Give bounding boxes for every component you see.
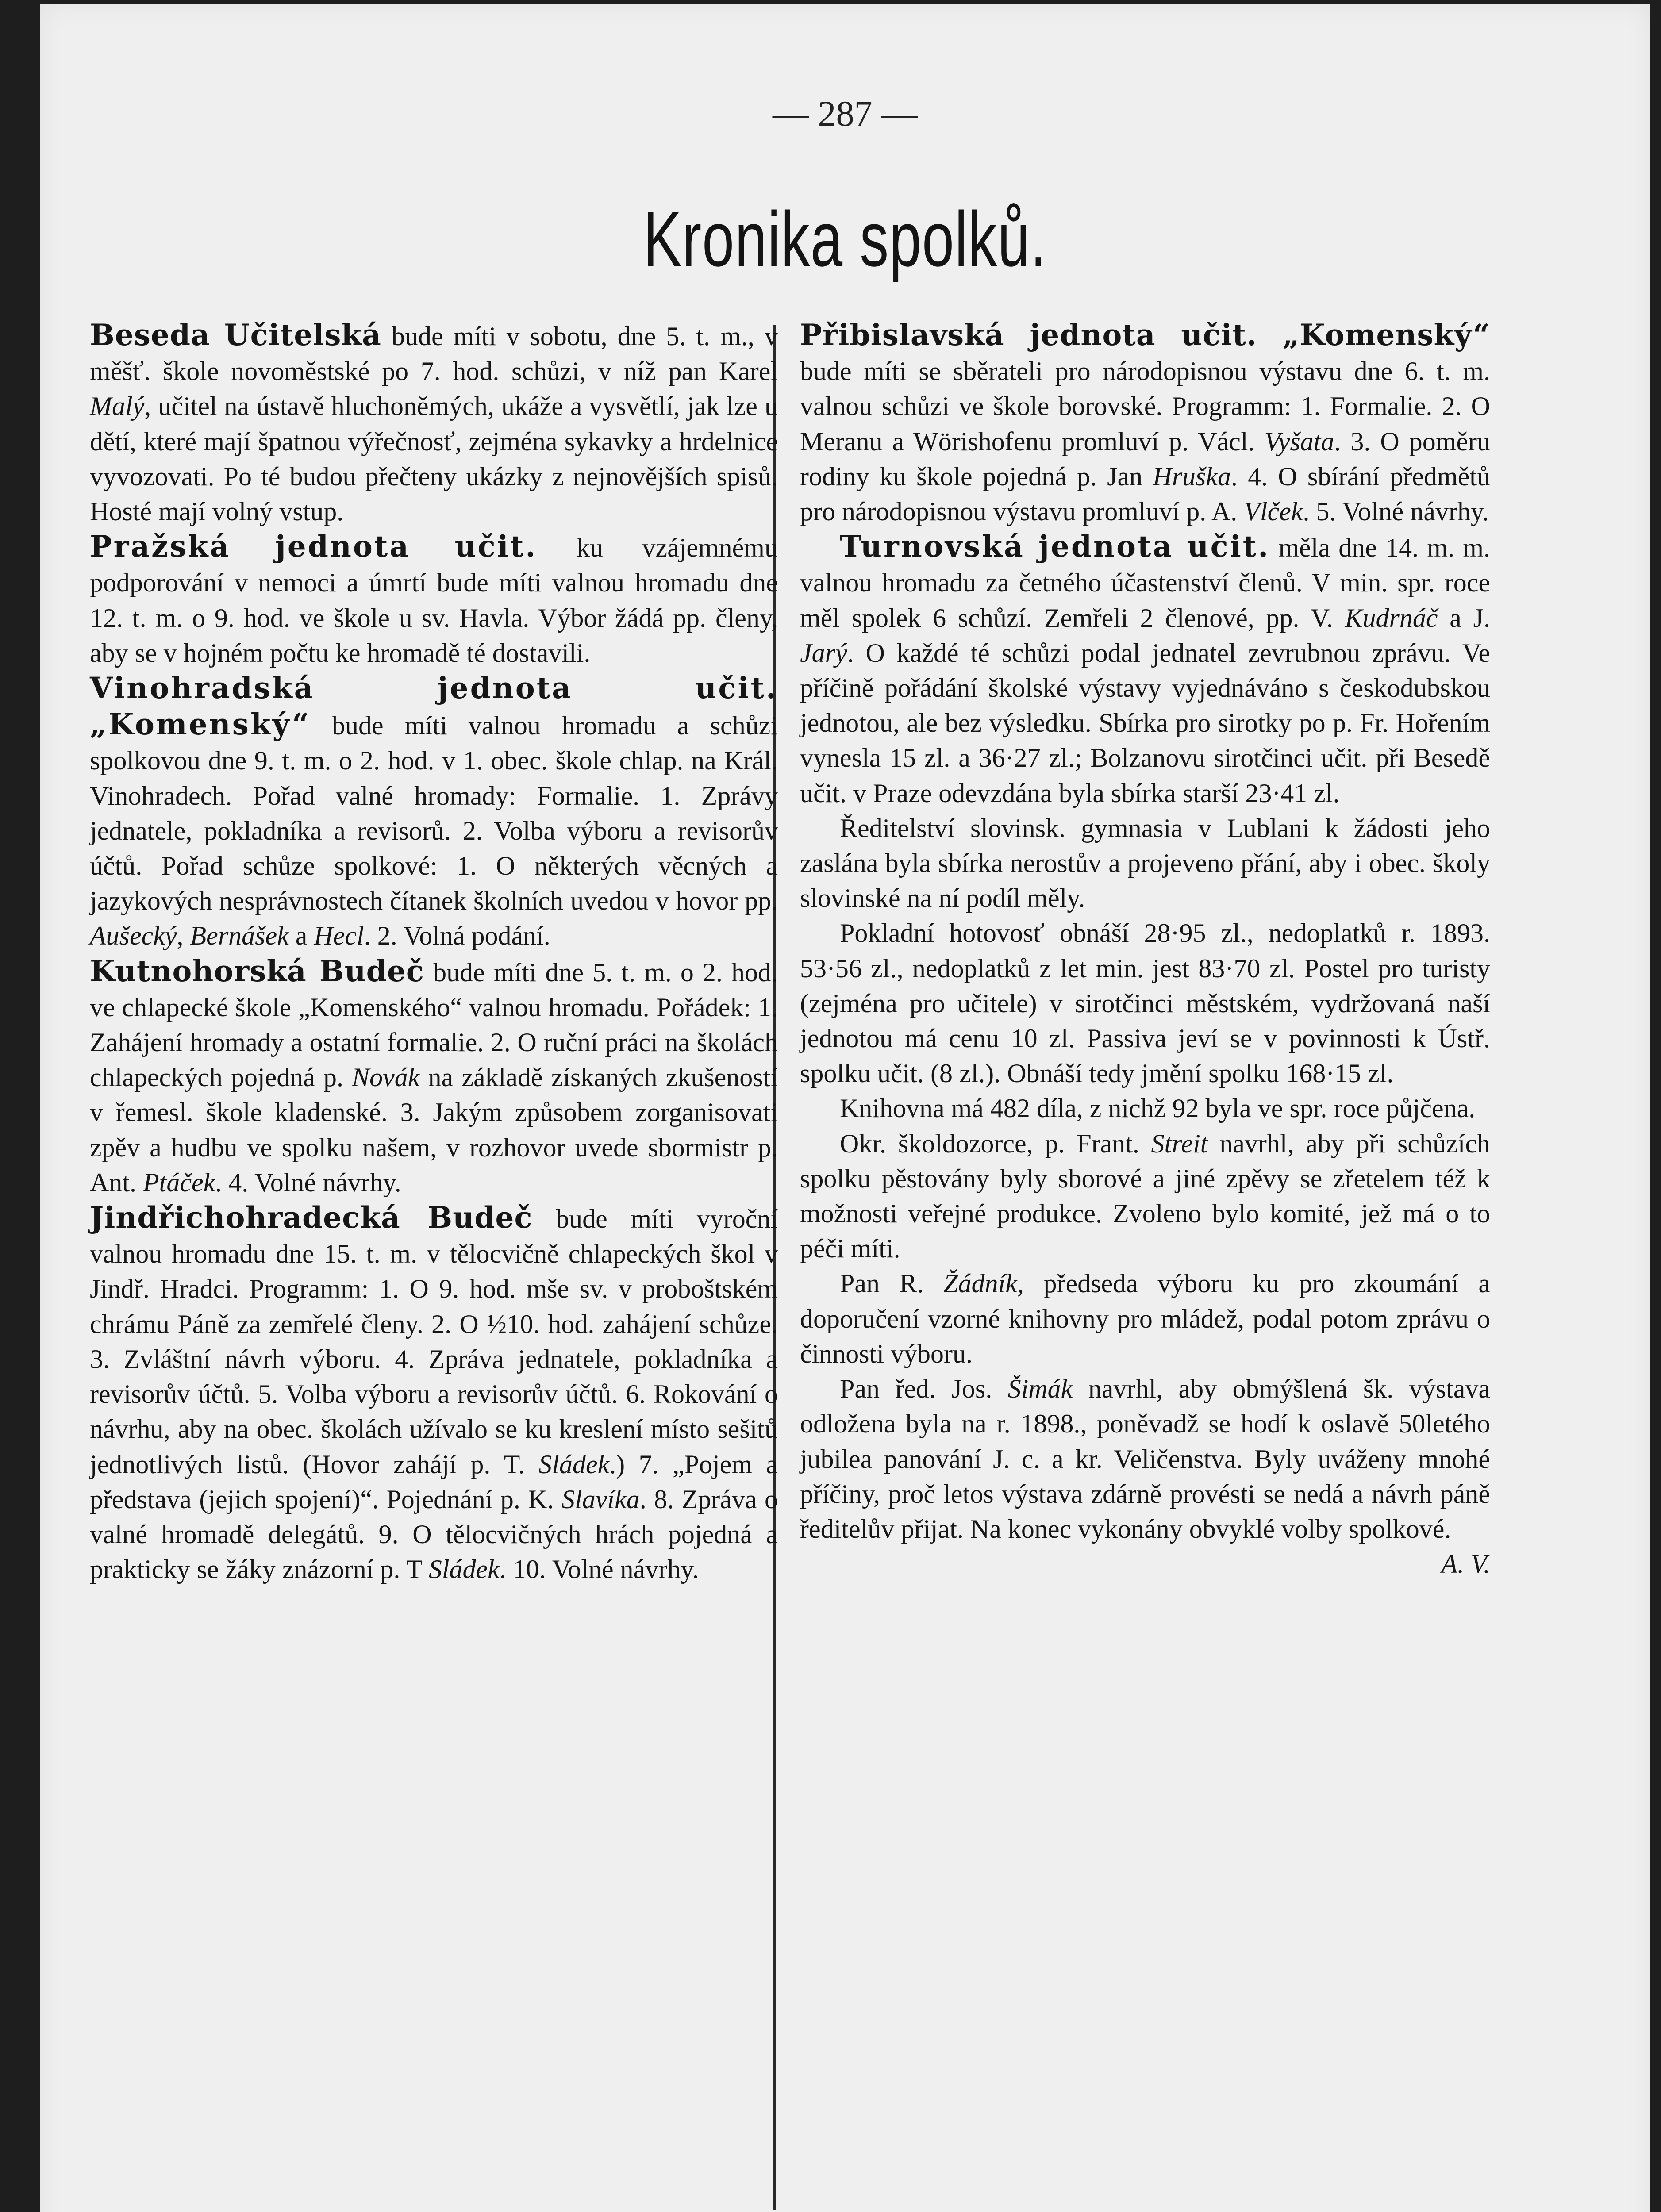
entry-text: ku vzájemnému podporování v nemoci a úmrtí bude míti valnou hromadu dne 12. t. m. o 9. hod. ve škole u sv. Havla. Výbor žádá pp. členy, aby se v hojném počtu ke hromadě té dostavili.: [90, 533, 778, 668]
entry-text: Okr. školdozorce, p. Frant.: [840, 1129, 1151, 1158]
person-name: Bernášek: [190, 921, 289, 951]
entry-kutnohorska: [90, 954, 778, 1200]
paragraph-knihovna: Knihovna má 482 díla, z nichž 92 byla ve spr. roce půjčena.: [840, 1094, 1476, 1123]
person-name: Malý: [90, 392, 145, 421]
paragraph-zadnik: [800, 1266, 1490, 1371]
person-name: Ptáček: [143, 1167, 215, 1197]
paragraph-simak: [800, 1371, 1490, 1582]
entry-heading: Pražská jednota učit.: [90, 529, 538, 564]
entry-text: bude míti dne 5. t. m. o 2. hod. ve chlapecké škole „Komenského“ valnou hromadu. Pořádek: 1. Zahájení hromady a ostatní formalie. 2. O ruční práci na školách chlapeckých pojedná p.: [90, 957, 778, 1092]
person-name: Sládek: [428, 1555, 500, 1584]
left-column: [90, 318, 778, 1587]
entry-text: a J.: [1438, 603, 1490, 633]
entry-text: na základě získaných zkušeností v řemesl. škole kladenské. 3. Jakým způsobem zorganisovati zpěv a hudbu ve spolku našem, v rozhovor uvede sbormistr p. Ant.: [90, 1063, 778, 1197]
paragraph-reditelstvi: Ředitelství slovinsk. gymnasia v Lublani k žádosti jeho zaslána byla sbírka nerostův a projeveno přání, aby i obec. školy slovinské na ní podíl měly.: [800, 813, 1490, 913]
signature-line: [800, 1547, 1490, 1582]
person-name: Aušecký: [90, 921, 177, 951]
person-name: Slavíka: [561, 1484, 640, 1514]
person-name: Vlček: [1244, 497, 1303, 526]
entry-jindrichohradecka: [90, 1200, 778, 1587]
entry-text: navrhl, aby při schůzích spolku pěstovány byly sborové a jiné zpěvy se zřetelem též k možnosti veřejné produkce. Zvoleno bylo komité, jež má o to péči míti.: [800, 1129, 1490, 1263]
entry-heading: Jindřichohradecká Budeč: [90, 1200, 533, 1235]
paragraph-pokladni: Pokladní hotovosť obnáší 28·95 zl., nedoplatků r. 1893. 53·56 zl., nedoplatků z let min. jest 83·70 zl. Postel pro turisty (zejména pro učitele) v sirotčinci městském, vydržovaná naší jednotou má cenu 10 zl. Passiva jeví se v povinnosti k Ústř. spolku učit. (8 zl.). Obnáší tedy jmění spolku 168·15 zl.: [800, 918, 1490, 1088]
entry-text: , učitel na ústavě hluchoněmých, ukáže a vysvětlí, jak lze u dětí, které mají špatnou výřečnosť, zejména sykavky a hrdelnice vyvozovati. Po té budou přečteny ukázky z nejnovějších spisů. Hosté mají volný vstup.: [90, 392, 778, 526]
entry-turnovska: [800, 529, 1490, 811]
entry-text: .) 7. „Pojem a představa (jejich spojení)“. Pojednání p. K.: [90, 1449, 778, 1514]
entry-heading: Turnovská jednota učit.: [840, 529, 1270, 564]
entry-beseda: [90, 318, 778, 529]
entry-text: bude míti v sobotu, dne 5. t. m., v měšť. škole novoměstské po 7. hod. schůzi, v níž pan Karel: [90, 322, 778, 386]
entry-text: . 4. O sbírání předmětů pro národopisnou výstavu promluví p. A.: [800, 461, 1491, 526]
person-name: Jarý: [800, 638, 847, 668]
document-page: [40, 4, 1650, 2212]
page-title: Kronika spolků.: [643, 196, 1047, 283]
entry-text: . 2. Volná podání.: [364, 921, 550, 951]
entry-vinohradska: [90, 671, 778, 954]
person-name: Hruška: [1153, 461, 1231, 491]
person-name: Kudrnáč: [1345, 603, 1438, 633]
entry-text: . 3. O poměru rodiny ku škole pojedná p. Jan: [800, 426, 1490, 491]
person-name: Hecl: [314, 921, 364, 951]
page-number: — 287 —: [773, 93, 918, 134]
entry-heading: Vinohradská jednota učit. „Komenský“: [90, 671, 778, 742]
entry-text: bude míti valnou hromadu a schůzi spolkovou dne 9. t. m. o 2. hod. v 1. obec. škole chlap. na Král. Vinohradech. Pořad valné hromady: Formalie. 1. Zprávy jednatele, pokladníka a revisorů. 2. Volba výboru a revisorův účtů. Pořad schůze spolkové: 1. O některých věcných a jazykových nesprávnostech čítanek školních uvedou v hovor pp.: [90, 711, 778, 916]
person-name: Sládek: [538, 1449, 610, 1479]
entry-text: . 4. Volné návrhy.: [215, 1167, 401, 1197]
person-name: Streit: [1151, 1129, 1208, 1158]
paragraph-okr: [800, 1126, 1490, 1267]
person-name: Žádník: [943, 1269, 1017, 1298]
entry-heading: Kutnohorská Budeč: [90, 953, 424, 988]
entry-text: bude míti se sběrateli pro národopisnou výstavu dne 6. t. m. valnou schůzi ve škole borovské. Programm: 1. Formalie. 2. O Meranu a Wörishofenu promluví p. Václ.: [800, 357, 1490, 456]
entry-text: Pan R.: [840, 1269, 944, 1298]
entry-heading: Přibislavská jednota učit. „Komenský“: [800, 318, 1490, 352]
signature: A. V.: [1441, 1549, 1490, 1579]
entry-heading: Beseda Učitelská: [90, 318, 381, 352]
entry-text: . 10. Volné návrhy.: [499, 1555, 699, 1584]
entry-text: měla dne 14. m. m. valnou hromadu za četného účastenství členů. V min. spr. roce měl spolek 6 schůzí. Zemřeli 2 členové, pp. V.: [800, 533, 1490, 633]
entry-text: , předseda výboru ku pro zkoumání a doporučení vzorné knihovny pro mládež, podal potom zprávu o činnosti výboru.: [800, 1269, 1490, 1368]
entry-text: ,: [177, 921, 190, 951]
entry-text: . 8. Zpráva o valné hromadě delegátů. 9. O tělocvičných hrách pojedná a prakticky se žáky znázorní p. T: [90, 1484, 778, 1584]
entry-text: Pan řed. Jos.: [840, 1374, 1008, 1404]
right-column: [800, 318, 1490, 1582]
person-name: Šimák: [1007, 1374, 1073, 1404]
entry-text: . O každé té schůzi podal jednatel zevrubnou zprávu. Ve příčině pořádání školské výstavy vyjednáváno s českodubskou jednotou, ale bez výsledku. Sbírka pro sirotky po p. Fr. Hořením vynesla 15 zl. a 36·27 zl.; Bolzanovu sirotčinci učit. při Besedě učit. v Praze odevzdána byla sbírka starší 23·41 zl.: [800, 638, 1490, 808]
entry-prazska: [90, 529, 778, 671]
entry-text: bude míti vyroční valnou hromadu dne 15. t. m. v tělocvičně chlapeckých škol v Jindř. Hradci. Programm: 1. O 9. hod. mše sv. v proboštském chrámu Páně za zemřelé členy. 2. O ½10. hod. zahájení schůze. 3. Zvláštní návrh výboru. 4. Zpráva jednatele, pokladníka a revisorův účtů. 5. Volba výboru a revisorův účtů. 6. Rokování o návrhu, aby na obec. školách užívalo se ku kreslení místo sešitů jednotlivých listů. (Hovor zahájí p. T.: [90, 1204, 778, 1479]
entry-pribislavska: [800, 318, 1490, 529]
person-name: Vyšata: [1264, 426, 1334, 456]
entry-text: a: [288, 921, 314, 951]
entry-text: . 5. Volné návrhy.: [1303, 497, 1489, 526]
entry-text: navrhl, aby obmýšlená šk. výstava odložena byla na r. 1898., poněvadž se hodí k oslavě 50letého jubilea panování J. c. a kr. Veličenstva. Byly uváženy mnohé příčiny, proč letos výstava zdárně provésti se nedá a návrh páně ředitelův přijat. Na konec vykonány obvyklé volby spolkové.: [800, 1374, 1490, 1544]
person-name: Novák: [352, 1063, 420, 1092]
